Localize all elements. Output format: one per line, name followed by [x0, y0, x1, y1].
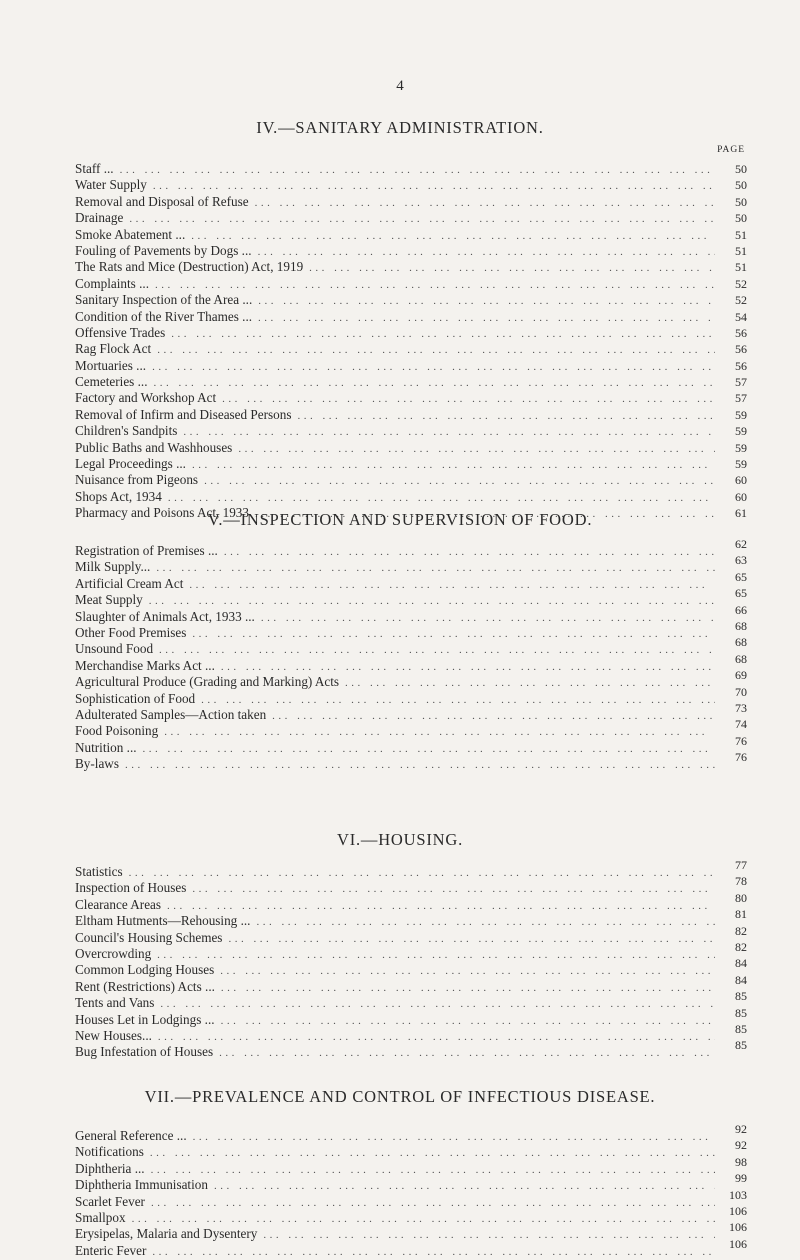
dot-leader [201, 692, 715, 708]
toc-entry-label: Agricultural Produce (Grading and Marking) Acts [75, 674, 340, 690]
page-column-label: PAGE [717, 145, 745, 155]
toc-entry-label: Removal and Disposal of Refuse [75, 193, 249, 209]
toc-entry-page: 56 [735, 358, 747, 373]
toc-entry-label: Eltham Hutments—Rehousing ... [75, 913, 251, 929]
toc-entry-page: 51 [735, 227, 747, 242]
toc-entry [75, 668, 747, 690]
toc-entry [75, 700, 747, 723]
toc-entry-label: Legal Proceedings ... [75, 456, 186, 472]
toc-entry [75, 407, 747, 423]
toc-entry [75, 635, 747, 657]
toc-entry-page: 84 [735, 972, 747, 987]
toc-entry-label: Water Supply [75, 177, 147, 193]
dot-leader [192, 626, 715, 642]
toc-entry-label: Condition of the River Thames ... [75, 308, 253, 324]
dot-leader [192, 457, 715, 473]
dot-leader [152, 359, 715, 375]
toc-entry-label: Slaughter of Animals Act, 1933 ... [75, 608, 255, 624]
toc-entry-page: 106 [729, 1236, 747, 1251]
toc-entry-label: New Houses... [75, 1027, 152, 1043]
toc-entry-page: 73 [735, 700, 747, 715]
dot-leader [255, 195, 715, 211]
toc-entry-page: 98 [735, 1154, 747, 1169]
toc-entry-page: 50 [735, 178, 747, 193]
toc-entry-page: 59 [735, 457, 747, 472]
dot-leader [214, 1178, 715, 1194]
toc-entry-label: Nutrition ... [75, 739, 137, 755]
toc-entry-page: 78 [735, 874, 747, 889]
toc-list-infectious-disease [75, 1122, 747, 1259]
toc-entry-label: Inspection of Houses [75, 880, 187, 896]
toc-entry [75, 423, 747, 439]
toc-entry-label: Complaints ... [75, 275, 149, 291]
toc-entry-label: Public Baths and Washhouses [75, 439, 233, 455]
toc-entry [75, 1236, 747, 1259]
toc-entry-page: 82 [735, 923, 747, 938]
dot-leader [155, 277, 715, 293]
toc-entry [75, 1005, 747, 1028]
toc-entry-page: 82 [735, 939, 747, 954]
dot-leader [152, 1244, 715, 1260]
toc-entry-label: Other Food Premises [75, 624, 187, 640]
toc-entry-page: 57 [735, 375, 747, 390]
dot-leader [164, 724, 715, 740]
toc-entry-page: 63 [735, 553, 747, 568]
toc-entry [75, 210, 747, 226]
toc-entry [75, 1122, 747, 1144]
toc-entry [75, 1154, 747, 1177]
dot-leader [132, 1211, 715, 1227]
toc-entry-page: 59 [735, 440, 747, 455]
dot-leader [151, 1162, 715, 1178]
dot-leader [153, 178, 715, 194]
toc-entry-page: 56 [735, 325, 747, 340]
toc-entry-label: Notifications [75, 1144, 144, 1160]
toc-entry-label: Sophistication of Food [75, 690, 196, 706]
toc-entry [75, 1021, 747, 1044]
toc-entry [75, 177, 747, 193]
toc-entry-page: 84 [735, 956, 747, 971]
toc-entry-page: 57 [735, 391, 747, 406]
dot-leader [143, 741, 715, 757]
toc-entry-label: Shops Act, 1934 [75, 488, 162, 504]
dot-leader [224, 544, 715, 560]
dot-leader [167, 898, 715, 914]
toc-entry-page: 70 [735, 684, 747, 699]
dot-leader [168, 490, 715, 506]
toc-entry-label: Tents and Vans [75, 995, 155, 1011]
toc-entry-page: 60 [735, 489, 747, 504]
dot-leader [120, 162, 715, 178]
toc-entry-page: 85 [735, 1021, 747, 1036]
dot-leader [222, 391, 715, 407]
dot-leader [183, 424, 715, 440]
toc-entry-page: 51 [735, 260, 747, 275]
toc-entry-page: 65 [735, 569, 747, 584]
dot-leader [129, 865, 715, 881]
toc-entry [75, 1138, 747, 1160]
toc-entry-page: 56 [735, 342, 747, 357]
toc-entry-label: Sanitary Inspection of the Area ... [75, 292, 253, 308]
toc-entry-page: 80 [735, 890, 747, 905]
toc-entry [75, 325, 747, 341]
toc-entry-page: 52 [735, 276, 747, 291]
toc-entry-label: Artificial Cream Act [75, 575, 184, 591]
dot-leader [157, 342, 715, 358]
toc-entry [75, 602, 747, 625]
dot-leader [345, 675, 715, 691]
toc-entry-label: Registration of Premises ... [75, 543, 218, 558]
dot-leader [258, 310, 715, 326]
toc-entry [75, 569, 747, 592]
toc-entry [75, 939, 747, 962]
toc-entry [75, 874, 747, 896]
toc-entry [75, 390, 747, 406]
toc-entry-label: Meat Supply [75, 592, 143, 608]
toc-entry-page: 65 [735, 586, 747, 601]
toc-entry [75, 1187, 747, 1210]
toc-entry [75, 472, 747, 488]
dot-leader [263, 1227, 715, 1243]
toc-list-food [75, 537, 747, 772]
toc-entry [75, 243, 747, 259]
dot-leader [160, 996, 715, 1012]
toc-entry-label: Council's Housing Schemes [75, 929, 223, 945]
toc-entry-page: 85 [735, 989, 747, 1004]
toc-entry-label: General Reference ... [75, 1128, 187, 1143]
toc-entry [75, 1171, 747, 1193]
toc-entry [75, 553, 747, 575]
toc-entry [75, 923, 747, 946]
toc-entry-label: Erysipelas, Malaria and Dysentery [75, 1226, 258, 1242]
toc-entry-label: Smoke Abatement ... [75, 226, 186, 242]
toc-entry [75, 374, 747, 390]
dot-leader [297, 408, 715, 424]
toc-entry-label: Smallpox [75, 1209, 126, 1225]
dot-leader [151, 1195, 715, 1211]
toc-entry-label: Removal of Infirm and Diseased Persons [75, 406, 292, 422]
toc-entry-page: 59 [735, 424, 747, 439]
toc-entry [75, 440, 747, 456]
toc-entry [75, 750, 747, 772]
toc-entry-label: Adulterated Samples—Action taken [75, 706, 267, 722]
toc-entry [75, 956, 747, 978]
toc-list-sanitary [75, 161, 747, 522]
dot-leader [228, 931, 715, 947]
toc-entry [75, 618, 747, 641]
section-title-housing: VI.—HOUSING. [336, 830, 463, 849]
toc-entry-label: Food Poisoning [75, 723, 159, 739]
toc-entry [75, 489, 747, 505]
toc-entry-page: 61 [735, 506, 747, 521]
toc-entry-label: Mortuaries ... [75, 357, 147, 373]
dot-leader [125, 757, 715, 773]
toc-entry [75, 341, 747, 357]
toc-entry [75, 1220, 747, 1242]
toc-entry-page: 51 [735, 243, 747, 258]
toc-entry-page: 54 [735, 309, 747, 324]
toc-entry [75, 537, 747, 559]
toc-entry-page: 106 [729, 1220, 747, 1235]
dot-leader [258, 293, 715, 309]
toc-entry-label: Enteric Fever [75, 1242, 147, 1258]
toc-entry-label: Drainage [75, 210, 124, 226]
toc-entry [75, 733, 747, 756]
toc-entry [75, 717, 747, 739]
dot-leader [256, 914, 715, 930]
dot-leader [157, 947, 715, 963]
toc-entry-label: The Rats and Mice (Destruction) Act, 1919 [75, 259, 304, 275]
dot-leader [261, 610, 715, 626]
toc-entry-page: 60 [735, 473, 747, 488]
toc-entry-label: Overcrowding [75, 945, 152, 961]
toc-entry-label: Bug Infestation of Houses [75, 1044, 214, 1060]
toc-entry [75, 1203, 747, 1226]
toc-entry-label: Merchandise Marks Act ... [75, 657, 215, 673]
section-title-infectious-disease: VII.—PREVALENCE AND CONTROL OF INFECTIOUS DISEASE. [144, 1087, 656, 1106]
toc-entry-label: Scarlet Fever [75, 1193, 145, 1209]
toc-entry-page: 81 [735, 907, 747, 922]
toc-entry-label: Factory and Workshop Act [75, 390, 217, 406]
toc-entry-label: Diphtheria Immunisation [75, 1177, 208, 1193]
toc-entry-label: Fouling of Pavements by Dogs ... [75, 242, 252, 258]
toc-entry [75, 358, 747, 374]
toc-entry-page: 92 [735, 1122, 747, 1136]
toc-entry-label: Clearance Areas [75, 896, 162, 912]
toc-entry [75, 227, 747, 243]
toc-entry-page: 77 [735, 858, 747, 872]
toc-entry [75, 989, 747, 1011]
toc-entry-label: Statistics [75, 864, 123, 879]
toc-entry-label: Unsound Food [75, 641, 154, 657]
toc-entry-label: Offensive Trades [75, 324, 166, 340]
toc-entry-page: 68 [735, 635, 747, 650]
toc-entry [75, 194, 747, 210]
dot-leader [221, 659, 715, 675]
dot-leader [156, 560, 715, 576]
toc-entry [75, 907, 747, 929]
toc-entry [75, 292, 747, 308]
toc-entry-page: 85 [735, 1005, 747, 1020]
dot-leader [192, 881, 715, 897]
toc-entry [75, 161, 747, 177]
toc-entry-page: 52 [735, 293, 747, 308]
toc-entry-label: Houses Let in Lodgings ... [75, 1011, 215, 1027]
toc-entry-page: 92 [735, 1138, 747, 1153]
toc-entry [75, 684, 747, 707]
dot-leader [309, 260, 715, 276]
page-number: 4 [396, 78, 404, 94]
toc-entry-label: By-laws [75, 756, 119, 772]
toc-entry-label: Staff ... [75, 161, 114, 176]
toc-entry-page: 68 [735, 651, 747, 666]
dot-leader [219, 1045, 715, 1061]
toc-entry-page: 74 [735, 717, 747, 732]
toc-entry-page: 50 [735, 211, 747, 226]
toc-entry-label: Diphtheria ... [75, 1160, 145, 1176]
toc-entry-page: 76 [735, 733, 747, 748]
dot-leader [221, 980, 715, 996]
dot-leader [149, 593, 715, 609]
dot-leader [171, 326, 715, 342]
section-title-sanitary: IV.—SANITARY ADMINISTRATION. [256, 118, 544, 137]
toc-entry [75, 972, 747, 995]
toc-entry-label: Milk Supply... [75, 559, 151, 575]
toc-entry-page: 62 [735, 537, 747, 551]
dot-leader [150, 1145, 715, 1161]
dot-leader [258, 244, 715, 260]
dot-leader [220, 963, 715, 979]
toc-entry-label: Rent (Restrictions) Acts ... [75, 978, 215, 994]
toc-entry-label: Pharmacy and Poisons Act, 1933 [75, 505, 249, 521]
dot-leader [129, 211, 715, 227]
dot-leader [154, 375, 715, 391]
toc-entry-page: 85 [735, 1038, 747, 1053]
toc-entry [75, 276, 747, 292]
toc-entry-label: Children's Sandpits [75, 423, 178, 439]
toc-entry [75, 858, 747, 880]
dot-leader [158, 1029, 715, 1045]
toc-entry-page: 103 [729, 1187, 747, 1202]
toc-entry-page: 76 [735, 750, 747, 765]
dot-leader [159, 642, 715, 658]
dot-leader [221, 1013, 715, 1029]
toc-entry-page: 68 [735, 618, 747, 633]
toc-entry-page: 50 [735, 162, 747, 176]
toc-entry-label: Rag Flock Act [75, 341, 152, 357]
toc-entry-page: 106 [729, 1203, 747, 1218]
toc-entry-page: 69 [735, 668, 747, 683]
toc-entry [75, 586, 747, 608]
dot-leader [189, 577, 715, 593]
toc-entry [75, 1038, 747, 1060]
toc-entry [75, 890, 747, 913]
toc-entry-page: 66 [735, 602, 747, 617]
dot-leader [193, 1129, 715, 1145]
toc-entry [75, 651, 747, 674]
dot-leader [204, 473, 715, 489]
toc-list-housing [75, 858, 747, 1061]
toc-entry [75, 456, 747, 472]
dot-leader [191, 228, 715, 244]
toc-entry-label: Cemeteries ... [75, 374, 148, 390]
toc-entry-label: Nuisance from Pigeons [75, 472, 199, 488]
dot-leader [238, 441, 715, 457]
toc-entry-page: 59 [735, 407, 747, 422]
section-title-food: V.—INSPECTION AND SUPERVISION OF FOOD. [207, 510, 593, 529]
toc-entry-page: 50 [735, 194, 747, 209]
toc-entry [75, 309, 747, 325]
dot-leader [272, 708, 715, 724]
toc-entry-label: Common Lodging Houses [75, 962, 215, 978]
toc-entry [75, 259, 747, 275]
toc-entry-page: 99 [735, 1171, 747, 1186]
